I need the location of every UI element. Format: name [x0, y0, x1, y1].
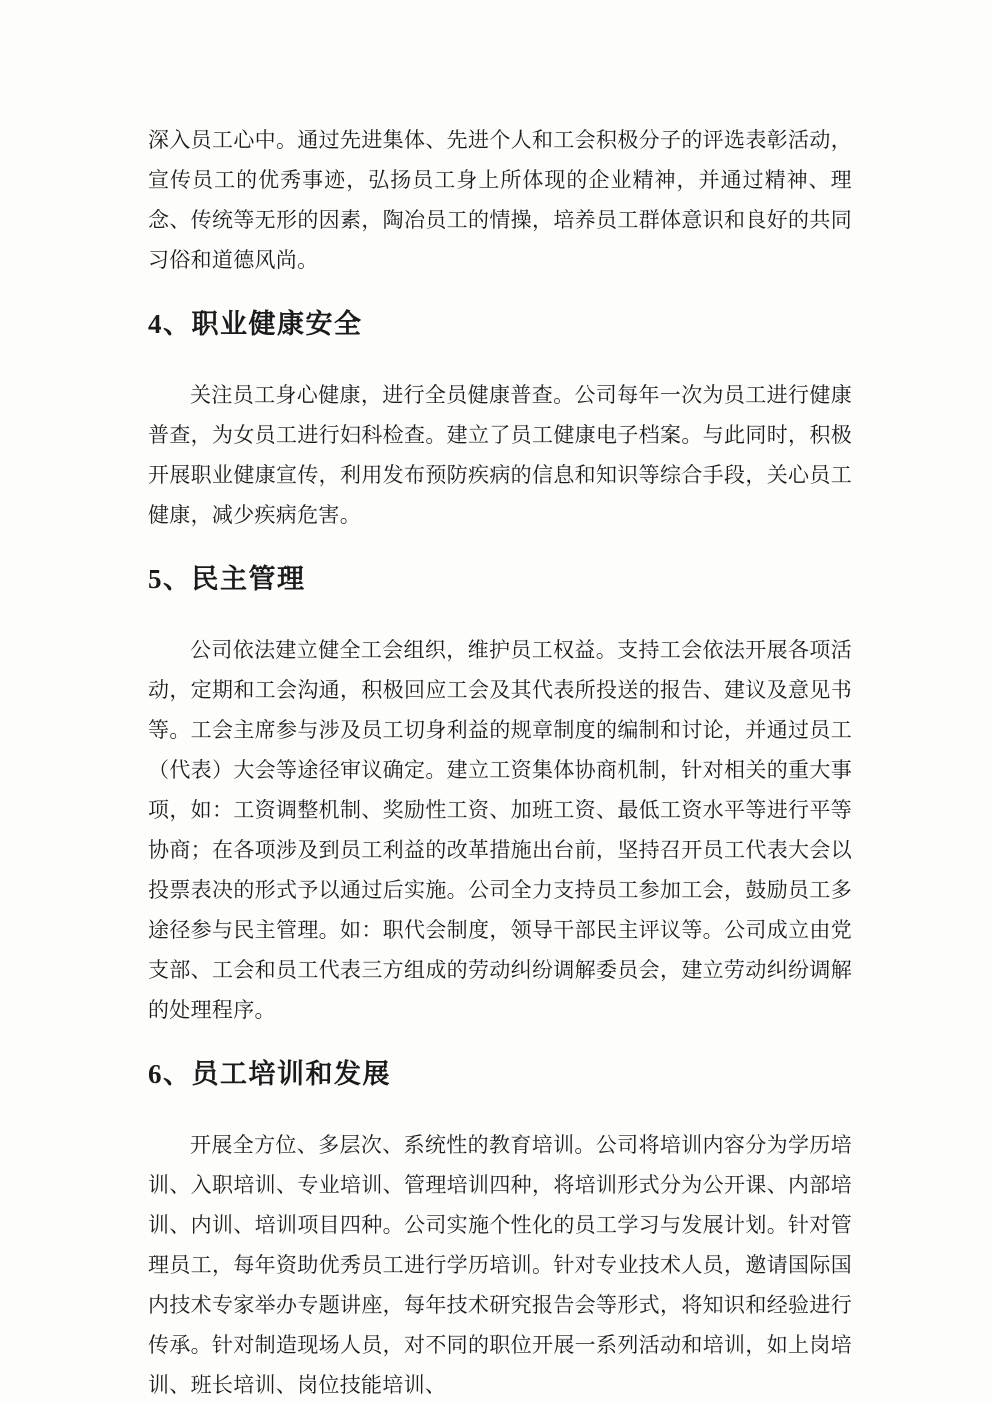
section-heading-occupational-health-safety: 4、职业健康安全	[148, 309, 363, 339]
paragraph-employee-training-development: 开展全方位、多层次、系统性的教育培训。公司将培训内容分为学历培训、入职培训、专业培训、管理培训四种，将培训形式分为公开课、内部培训、内训、培训项目四种。公司实施个性化的员工学习与发展计划。针对管理员工，每年资助优秀员工进行学历培训。针对专业技术人员，邀请国际国内技术专家举办专题讲座，每年技术研究报告会等形式，将知识和经验进行传承。针对制造现场人员，对不同的职位开展一系列活动和培训，如上岗培训、班长培训、岗位技能培训、	[148, 1133, 852, 1397]
section-heading-employee-training-development: 6、员工培训和发展	[148, 1059, 391, 1089]
section-heading-democratic-management: 5、民主管理	[148, 564, 306, 594]
intro-paragraph: 深入员工心中。通过先进集体、先进个人和工会积极分子的评选表彰活动，宣传员工的优秀事迹，弘扬员工身上所体现的企业精神，并通过精神、理念、传统等无形的因素，陶冶员工的情操，培养员工群体意识和良好的共同习俗和道德风尚。	[148, 128, 852, 272]
paragraph-democratic-management: 公司依法建立健全工会组织，维护员工权益。支持工会依法开展各项活动，定期和工会沟通，积极回应工会及其代表所投送的报告、建议及意见书等。工会主席参与涉及员工切身利益的规章制度的编制和讨论，并通过员工（代表）大会等途径审议确定。建立工资集体协商机制，针对相关的重大事项，如：工资调整机制、奖励性工资、加班工资、最低工资水平等进行平等协商；在各项涉及到员工利益的改革措施出台前，坚持召开员工代表大会以投票表决的形式予以通过后实施。公司全力支持员工参加工会，鼓励员工多途径参与民主管理。如：职代会制度，领导干部民主评议等。公司成立由党支部、工会和员工代表三方组成的劳动纠纷调解委员会，建立劳动纠纷调解的处理程序。	[148, 638, 852, 1022]
paragraph-occupational-health-safety: 关注员工身心健康，进行全员健康普查。公司每年一次为员工进行健康普查，为女员工进行妇科检查。建立了员工健康电子档案。与此同时，积极开展职业健康宣传，利用发布预防疾病的信息和知识等综合手段，关心员工健康，减少疾病危害。	[148, 383, 852, 527]
